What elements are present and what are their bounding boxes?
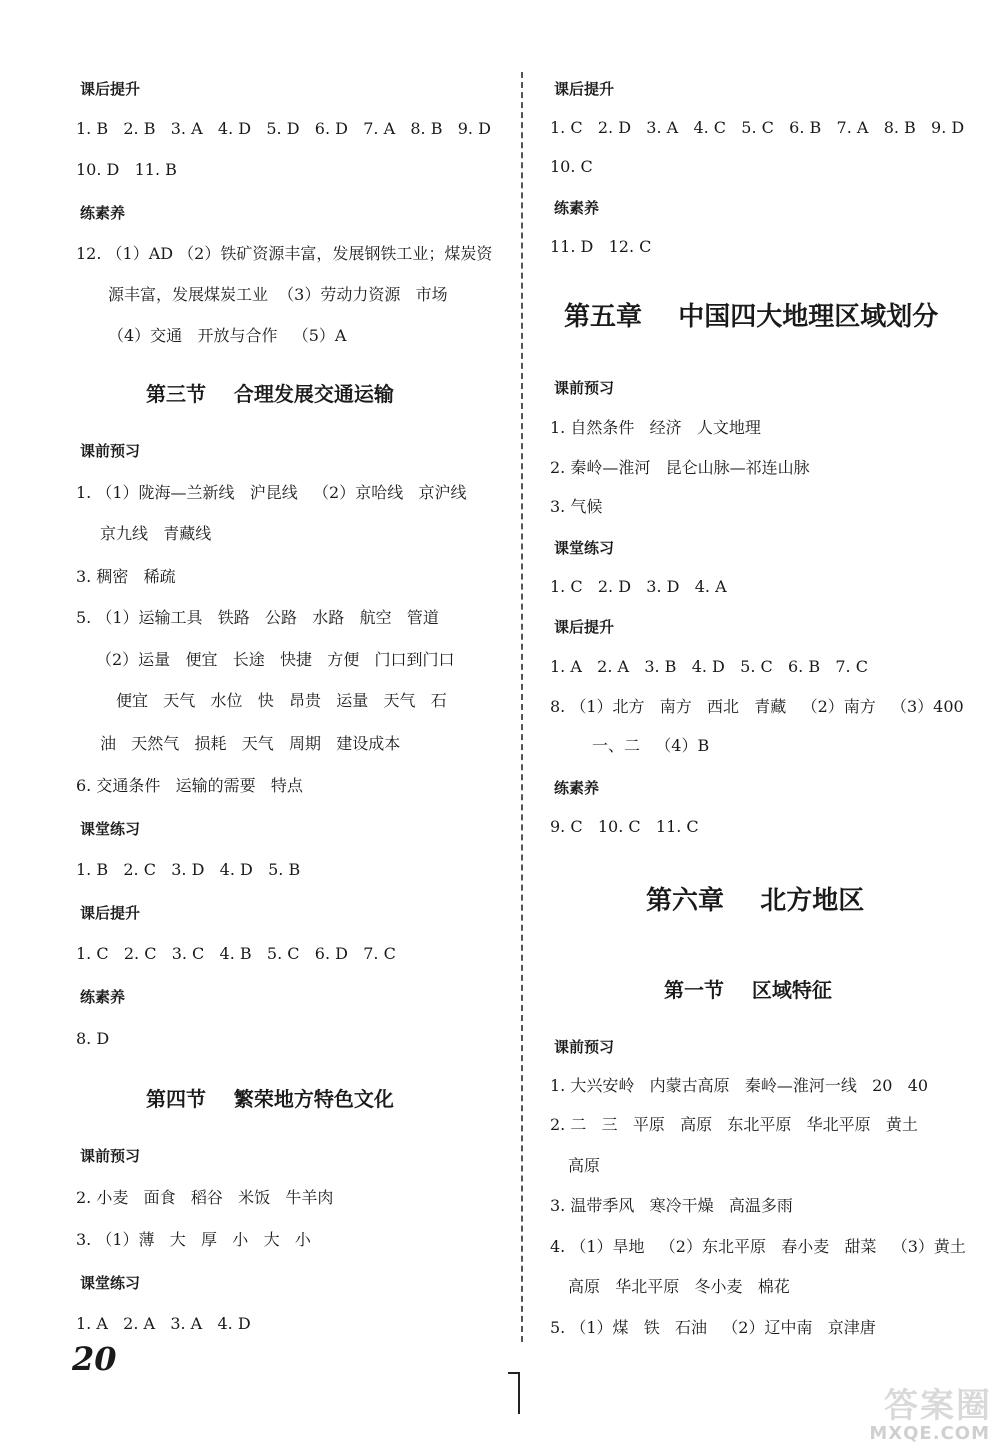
crop-mark bbox=[508, 1372, 520, 1414]
answer-line: 1. C 2. D 3. D 4. A bbox=[550, 577, 727, 596]
section-label: 课后提升 bbox=[554, 80, 615, 98]
chapter-title: 第六章 北方地区 bbox=[646, 886, 865, 916]
answer-line: 1. （1）陇海—兰新线 沪昆线 （2）京哈线 京沪线 bbox=[76, 483, 467, 502]
section-label: 练素养 bbox=[80, 204, 126, 222]
answer-line: 便宜 天气 水位 快 昂贵 运量 天气 石 bbox=[116, 691, 447, 710]
answer-line: 10. D 11. B bbox=[76, 160, 177, 179]
column-divider bbox=[521, 72, 523, 1342]
answer-line: 5. （1）运输工具 铁路 公路 水路 航空 管道 bbox=[76, 608, 439, 627]
answer-line: 源丰富，发展煤炭工业 （3）劳动力资源 市场 bbox=[108, 285, 448, 304]
page-number: 20 bbox=[72, 1340, 117, 1378]
answer-line: 1. 大兴安岭 内蒙古高原 秦岭—淮河一线 20 40 bbox=[550, 1076, 929, 1095]
answer-line: 2. 小麦 面食 稻谷 米饭 牛羊肉 bbox=[76, 1188, 334, 1207]
section-title: 第三节 合理发展交通运输 bbox=[146, 382, 394, 406]
section-label: 课前预习 bbox=[554, 379, 615, 397]
section-label: 练素养 bbox=[554, 199, 600, 217]
answer-line: 3. 温带季风 寒冷干燥 高温多雨 bbox=[550, 1196, 793, 1215]
section-label: 课前预习 bbox=[554, 1038, 615, 1056]
section-label: 课堂练习 bbox=[80, 820, 141, 838]
answer-line: 3. （1）薄 大 厚 小 大 小 bbox=[76, 1230, 311, 1249]
section-label: 练素养 bbox=[554, 779, 600, 797]
answer-line: 4. （1）旱地 （2）东北平原 春小麦 甜菜 （3）黄土 bbox=[550, 1237, 966, 1256]
answer-line: 12. （1）AD （2）铁矿资源丰富，发展钢铁工业；煤炭资 bbox=[76, 244, 493, 263]
answer-line: 1. A 2. A 3. A 4. D bbox=[76, 1314, 251, 1333]
answer-line: （4）交通 开放与合作 （5）A bbox=[108, 326, 347, 345]
watermark-logo bbox=[852, 1378, 992, 1444]
answer-line: 1. C 2. D 3. A 4. C 5. C 6. B 7. A 8. B 9. D bbox=[550, 118, 965, 137]
section-label: 课堂练习 bbox=[80, 1274, 141, 1292]
answer-line: 9. C 10. C 11. C bbox=[550, 817, 699, 836]
answer-line: 油 天然气 损耗 天气 周期 建设成本 bbox=[100, 734, 401, 753]
answer-line: 8. （1）北方 南方 西北 青藏 （2）南方 （3）400 bbox=[550, 697, 964, 716]
answer-line: 1. B 2. C 3. D 4. D 5. B bbox=[76, 860, 301, 879]
answer-line: 1. 自然条件 经济 人文地理 bbox=[550, 418, 761, 437]
answer-line: 3. 气候 bbox=[550, 497, 603, 516]
answer-line: 8. D bbox=[76, 1029, 110, 1048]
answer-line: 1. B 2. B 3. A 4. D 5. D 6. D 7. A 8. B 9. D bbox=[76, 119, 491, 138]
answer-line: 2. 二 三 平原 高原 东北平原 华北平原 黄土 bbox=[550, 1115, 918, 1134]
answer-line: 1. A 2. A 3. B 4. D 5. C 6. B 7. C bbox=[550, 657, 868, 676]
answer-line: 3. 稠密 稀疏 bbox=[76, 567, 176, 586]
section-title: 第四节 繁荣地方特色文化 bbox=[146, 1087, 394, 1111]
answer-line: 京九线 青藏线 bbox=[100, 524, 212, 543]
answer-line: 11. D 12. C bbox=[550, 237, 652, 256]
answer-line: 6. 交通条件 运输的需要 特点 bbox=[76, 776, 303, 795]
chapter-title: 第五章 中国四大地理区域划分 bbox=[564, 302, 939, 332]
section-label: 课前预习 bbox=[80, 442, 141, 460]
section-label: 课堂练习 bbox=[554, 539, 615, 557]
answer-line: 2. 秦岭—淮河 昆仑山脉—祁连山脉 bbox=[550, 458, 810, 477]
watermark-text: 答案圈 bbox=[884, 1386, 992, 1426]
watermark-url: MXQE.COM bbox=[869, 1423, 990, 1444]
answer-line: （2）运量 便宜 长途 快捷 方便 门口到门口 bbox=[96, 650, 455, 669]
answer-line: 1. C 2. C 3. C 4. B 5. C 6. D 7. C bbox=[76, 944, 396, 963]
section-label: 课后提升 bbox=[80, 80, 141, 98]
answer-line: 10. C bbox=[550, 157, 593, 176]
section-title: 第一节 区域特征 bbox=[664, 978, 832, 1002]
answer-line: 高原 华北平原 冬小麦 棉花 bbox=[568, 1277, 790, 1296]
answer-line: 一、二 （4）B bbox=[592, 736, 710, 755]
answer-line: 5. （1）煤 铁 石油 （2）辽中南 京津唐 bbox=[550, 1318, 876, 1337]
section-label: 课后提升 bbox=[554, 618, 615, 636]
section-label: 课前预习 bbox=[80, 1147, 141, 1165]
section-label: 练素养 bbox=[80, 988, 126, 1006]
answer-line: 高原 bbox=[568, 1156, 601, 1175]
section-label: 课后提升 bbox=[80, 904, 141, 922]
